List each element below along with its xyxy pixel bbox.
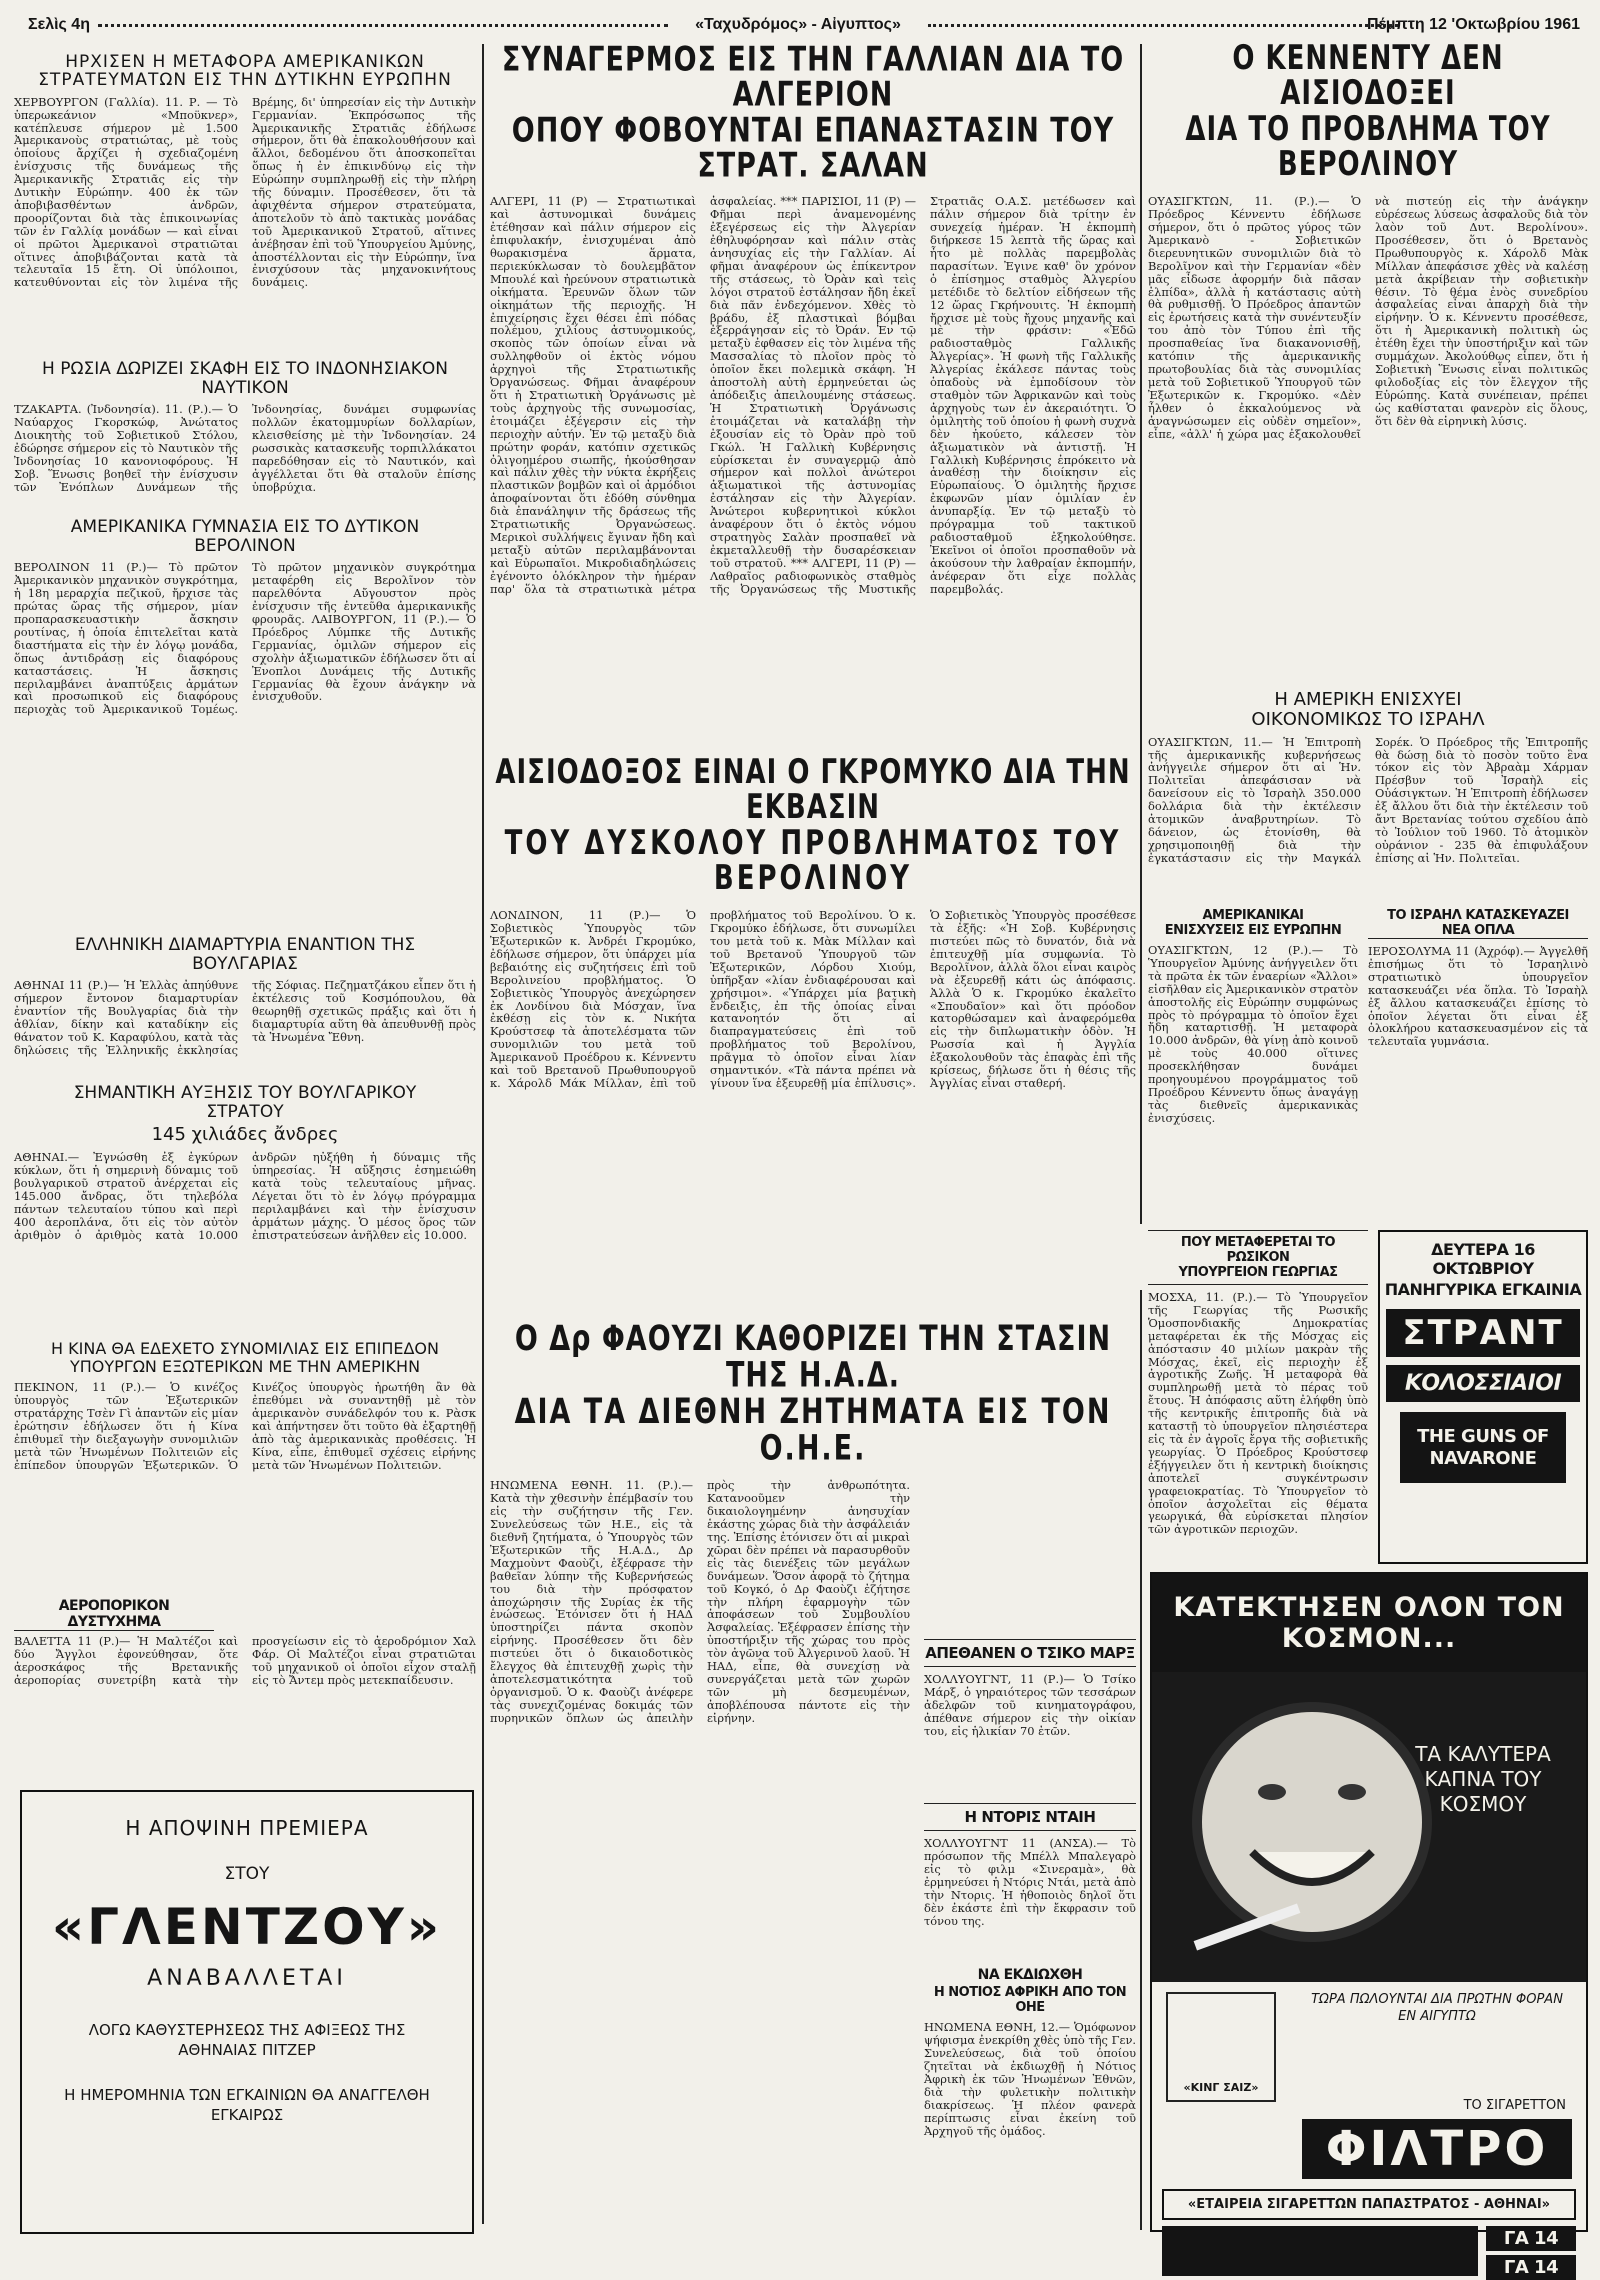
article-body: ΧΟΛΛΥΟΥΓΝΤ, 11 (Ρ.)— Ὁ Τσίκο Μάρξ, ὁ γηραιότερος τῶν τεσσάρων ἀδελφῶν τοῦ κινηματογράφου, ἀπέθανε σήμερον εἰς τὴν οἰκίαν του, εἰς ἡλικίαν 70 ἐτῶν. — [924, 1672, 1136, 1738]
premiere-advertisement — [20, 1790, 474, 2234]
headline-line1: Ο Δρ ΦΑΟΥΖΙ ΚΑΘΟΡΙΖΕΙ ΤΗΝ ΣΤΑΣΙΝ ΤΗΣ Η.Α.Δ. — [514, 1318, 1112, 1397]
article — [1148, 39, 1588, 680]
article — [14, 360, 476, 510]
ad-warning-box — [1162, 2226, 1478, 2276]
column-rule — [1140, 44, 1142, 1224]
article-body: ΗΝΩΜΕΝΑ ΕΘΝΗ, 12.— Ὁμόφωνον ψήφισμα ἐνεκρίθη χθὲς ὑπὸ τῆς Γεν. Συνελεύσεως, διὰ τοῦ ὁποίου ζητεῖται νὰ ἐκδιωχθῇ ἡ Νότιος Ἀφρικὴ ἐκ τῶν Ἡνωμένων Ἐθνῶν, διὰ τὴν φυλετικὴν πολιτικὴν διακρίσεως. Ἡ πλέον φανερὰ περίπτωσις εἶναι ἐκείνη τοῦ Ἀρχηγοῦ τῆς ὁμάδος. — [924, 2020, 1136, 2138]
article-body: ΧΕΡΒΟΥΡΓΟΝ (Γαλλία). 11. Ρ. — Τὸ ὑπερωκεάνιον «Μποϋκνερ», κατέπλευσε σήμερον μὲ 1.500 Ἀμερικανοὺς στρατιώτας, μὲ τοὺς ὁποίους ἄρχίζει ἡ σχεδιαζομένη ἐνίσχυσις τῆς δυνάμεως τῆς Ἀμερικανικῆς Στρατιᾶς εἰς τὴν Δυτικὴν Εὐρώπην. 400 ἐκ τῶν ἀποβιβασθέντων ἀνδρῶν, προορίζονται διὰ τὰς ἐπικοινωνίας τῶν ἐν Γαλλίᾳ μονάδων — καὶ εἶναι οἱ πρῶτοι Ἀμερικανοὶ στρατιῶται οἵτινες ἀποβιβάζονται κατὰ τὰ τελευταῖα 15 ἔτη. Οἱ ὑπόλοιποι, κατευθύνονται εἰς τὸν λιμένα τῆς Βρέμης, δι' ὑπηρεσίαν εἰς τὴν Δυτικὴν Γερμανίαν. Ἐκπρόσωπος τῆς Ἀμερικανικῆς Στρατιᾶς ἐδήλωσε σήμερον, ὅτι θὰ ἐπακολουθήσουν καὶ ἄλλοι, δεδομένου ὅτι ἀποσκοπεῖται ὅπως ἡ ἐν ἐπικινδύνῳ εἰς τὴν Εὐρώπην συμπληρωθῇ εἰς τὴν πλήρη τῆς δύναμιν. Προσέθεσεν, ὅτι τὰ ἀφιχθέντα σήμερον στρατεύματα, ἀποτελοῦν τὸ ἀπὸ τακτικὰς μονάδας τοῦ Ἀμερικανικοῦ Στρατοῦ, αἵτινες ἀνέβησαν ἐπὶ τοῦ Ὑπουργείου Ἀμύνης, ἀποστέλλονται εἰς τὴν Εὐρώπην, ἵνα ἐνισχύσουν τὰς μηχανοκινήτους δυνάμεις. — [14, 94, 476, 290]
headline: ΑΠΕΘΑΝΕΝ Ο ΤΣΙΚΟ ΜΑΡΞ — [924, 1639, 1136, 1667]
article — [490, 753, 1136, 1314]
ad-event: ΠΑΝΗΓΥΡΙΚΑ ΕΓΚΑΙΝΙΑ — [1384, 1280, 1582, 1299]
side-stack — [924, 1479, 1136, 2259]
headline-line2: ΥΠΟΥΡΓΕΙΟΝ ΓΕΩΡΓΙΑΣ — [1148, 1265, 1368, 1285]
cigarette-pack: «ΚΙΝΓ ΣΑΙΖ» — [1166, 1992, 1276, 2102]
newspaper-name: «Ταχυδρόμος» - Αἰγυπτος» — [695, 16, 901, 33]
article-body: ΑΛΓΕΡΙ, 11 (Ρ) — Στρατιωτικαὶ καὶ ἀστυνομικαὶ δυνάμεις ἐτέθησαν καὶ πάλιν σήμερον εἰς ἐπιφυλακήν, ἐνισχυμέναι ἀπὸ θωρακισμένα ἅρματα, περιεκύκλωσαν τὸ δουλεμβᾶτον Μπουλέ καὶ ἠρεύνουν στρατιωτικὰ οἰκήματα. Ἐρευνῶν ὅλων τῶν οἰκημάτων τῆς περιοχῆς. Ἡ ἐπιχείρησις ἔχει θέσει ἐπὶ πόδας πολέμου, χιλίους ἀστυνομικούς, σκοπὸς τῶν ὁποίων εἶναι νὰ συλληφθοῦν οἱ ἐκτὸς νόμου ἀρχηγοὶ τῆς Στρατιωτικῆς Ὀργανώσεως. Φῆμαι ἀναφέρουν ὅτι ἡ Στρατιωτικὴ Ὀργάνωσις μὲ τοὺς ἀρχηγοὺς τῆς συνωμοσίας, ἑτοιμάζει ἐξέγερσιν εἰς τὴν περιοχὴν αὐτήν. Ἐν τῷ μεταξὺ διὰ πρώτην φοράν, κατόπιν σχετικῶς ὀλιγοημέρου σιωπῆς, ἠκούσθησαν καὶ πάλιν χθὲς τὴν νύκτα ἐκρήξεις πλαστικῶν βομβῶν καὶ οἱ ἀρμόδιοι ἀποφαίνονται ὅτι ἐδόθη σύνθημα διὰ ἐπανάληψιν τῆς δράσεως τῆς Στρατιωτικῆς Ὀργανώσεως. Μερικοὶ συλλήψεις ἔγιναν ἤδη καὶ μεταξὺ αὐτῶν περιλαμβάνονται καὶ Εὐρωπαῖοι. Μικροδιαδηλώσεις ἐγένοντο ὁλόκληρον τὴν ἡμέραν παρ' ὅλα τὰ στρατιωτικὰ μέτρα ἀσφαλείας. *** ΠΑΡΙΣΙΟΙ, 11 (Ρ) — Φῆμαι περὶ ἀναμενομένης ἐξεγέρσεως εἰς τὴν Ἀλγερίαν ἐθηλυφόρησαν καὶ πάλιν στὰς ἀνησυχίας εἰς τὴν Γαλλίαν. Αἱ φῆμαι ἀναφέρουν ὡς ἐπίκεντρον τῆς στάσεως, τὸ Ὀρὰν καὶ τεὶς λόγοι στρατοῦ ἐστάλησαν ἤδη ἐκεῖ διὰ πᾶν ἐνδεχόμενον. Χθὲς τὸ βράδυ, ἐξ πλαστικαὶ βόμβαι ἐξερράγησαν εἰς τὸ Ὀράν. Ἐν τῷ μεταξὺ ἐφθασεν εἰς τὸν λιμένα τῆς Μασσαλίας τὸ πλοῖον πρὸς τὸ ὁποῖον ἔκει πολεμικὰ σκάφη. Ἡ ἀποστολὴ αὐτὴ ἑρμηνεύεται ὡς ἀπόδειξις ἀπειλουμένης στάσεως. Ἡ Στρατιωτικὴ Ὀργάνωσις ἑτοιμάζεται νὰ καταλάβῃ τὴν ἐξουσίαν εἰς τὸ Ὀρὰν πρὸ τοῦ Γκώλ. Ἡ Γαλλικὴ Κυβέρνησις εὑρίσκεται ἐν συναγερμῷ ἀπὸ σήμερον καὶ πολλοὶ ἀνώτεροι ἀξιωματικοὶ τῆς ἀστυνομίας ἐστάλησαν εἰς τὴν Ἀλγερίαν. Ἀνώτεροι κυβερνητικοὶ κύκλοι ἀναφέρουν ὅτι ὁ ἐκτὸς νόμου στρατηγὸς Σαλὰν προσπαθεῖ νὰ ἐκμεταλλευθῇ τὴν δυσαρέσκειαν τοῦ στρατοῦ. *** ΑΛΓΕΡΙ, 11 (Ρ) — Λαθραῖος ραδιοφωνικὸς σταθμὸς τῆς Ὀργανώσεως τῆς Μυστικῆς Στρατιᾶς Ο.Α.Σ. μετέδωσεν καὶ πάλιν σήμερον διὰ τρίτην ἐν συνεχείᾳ ἡμέραν. Ἡ ἐκπομπὴ διήρκεσε 15 λεπτὰ τῆς ὥρας καὶ ἦτο μὲ πολλὰς παρεμβολὰς παρασίτων. Ἐγινε καθ' ὃν χρόνον ὁ ἐπίσημος σταθμὸς Ἀλγερίου μετέδιδε τὸ δελτίον εἰδήσεων τῆς 12 ὥρας Γκρήνουιτς. Ἡ ἐκπομπὴ ἤρχισε μὲ τοὺς ἤχους μηχανῆς καὶ μὲ τὴν φράσιν: «Ἐδῶ ραδιοσταθμὸς Γαλλικῆς Ἀλγερίας». Ἡ φωνὴ τῆς Γαλλικῆς Ἀλγερίας ἐκάλεσε πάντας τοὺς ὁπαδοὺς νὰ ἐμποδίσουν τὸν σταθμὸν τῶν Ἀφρικανῶν καὶ τοὺς ἀρχηγοὺς των ἐν ἀκεραιότητι. Ὁ ὁμιλητὴς τοῦ ὁποίου ἡ φωνὴ συχνὰ δὲν ἠκούετο, κάλεσεν τὸν ἀξιωματικὸν νὰ ἀντιστῇ. Ἡ Γαλλικὴ Κυβέρνησις ἐπρόκειτο νὰ ἀναθέσῃ τὴν διοίκησιν εἰς Εὐρωπαίους. Ὁ ὁμιλητὴς ἤρχισε ἐκφωνῶν μίαν ὁμιλίαν ἐν ἀνυπαρξίᾳ. Ἐν τῷ μεταξὺ τὸ πρόγραμμα τοῦ τακτικοῦ ραδιοσταθμοῦ ἐξηκολούθησε. Ἐκεῖνοι οἱ ὁποῖοι προσπαθοῦν νὰ ἀκούσουν τὴν λαθραίαν ἐκπομπήν, ἀνέφεραν ὅτι εἶχε πολλὰς παρεμβολάς. — [490, 194, 1136, 596]
main-headline-line1: ΣΥΝΑΓΕΡΜΟΣ ΕΙΣ ΤΗΝ ΓΑΛΛΙΑΝ ΔΙΑ ΤΟ ΑΛΓΕΡΙΟΝ — [501, 40, 1125, 115]
price-row — [1162, 2226, 1576, 2280]
headline: ΣΗΜΑΝΤΙΚΗ ΑΥΞΗΣΙΣ ΤΟΥ ΒΟΥΛΓΑΡΙΚΟΥ ΣΤΡΑΤΟΥ — [73, 1083, 417, 1122]
headline: ΗΡΧΙΣΕΝ Η ΜΕΤΑΦΟΡΑ ΑΜΕΡΙΚΑΝΙΚΩΝ ΣΤΡΑΤΕΥΜΑΤΩΝ ΕΙΣ ΤΗΝ ΔΥΤΙΚΗΝ ΕΥΡΩΠΗΝ — [38, 52, 452, 90]
column-rule — [1140, 1290, 1142, 2230]
header-rule-left — [98, 24, 668, 27]
ad-line: Η ΑΠΟΨΙΝΗ ΠΡΕΜΙΕΡΑ — [125, 1816, 369, 1840]
headline-line1: ΑΙΣΙΟΔΟΞΟΣ ΕΙΝΑΙ Ο ΓΚΡΟΜΥΚΟ ΔΙΑ ΤΗΝ ΕΚΒΑΣΙΝ — [495, 753, 1131, 828]
ad-line: ΛΟΓΩ ΚΑΘΥΣΤΕΡΗΣΕΩΣ ΤΗΣ ΑΦΙΞΕΩΣ ΤΗΣ ΑΘΗΝΑΙΑΣ ΠΙΤΖΕΡ — [88, 2021, 406, 2059]
headline-line2: ΔΙΑ ΤΑ ΔΙΕΘΝΗ ΖΗΤΗΜΑΤΑ ΕΙΣ ΤΟΝ Ο.Η.Ε. — [514, 1391, 1112, 1469]
main-article — [490, 40, 1136, 750]
ad-headline: ΚΑΤΕΚΤΗΣΕΝ ΟΛΟΝ ΤΟΝ ΚΟΣΜΟΝ... — [1152, 1574, 1586, 1672]
headline-line1: ΤΟ ΙΣΡΑΗΛ ΚΑΤΑΣΚΕΥΑΖΕΙ — [1387, 908, 1569, 923]
cigarette-advertisement — [1150, 1572, 1588, 2278]
article-body: ΑΘΗΝΑΙ.— Ἐγνώσθη ἐξ ἐγκύρων κύκλων, ὅτι ἡ σημερινὴ δύναμις τοῦ βουλγαρικοῦ στρατοῦ ἀνέρχεται εἰς 145.000 ἄνδρας, ὅτι τηλεβόλα πάντων τελευταίου τύπου καὶ περὶ 400 ἀεροπλάνα, ὅτι εἰς τὸν αὐτὸν ἀριθμὸν ὁ ἀριθμὸς κατὰ 10.000 ἀνδρῶν ηὐξήθη ἡ δύναμις τῆς ὑπηρεσίας. Ἡ αὔξησις ἐσημειώθη κατὰ τοὺς τελευταίους μῆνας. Λέγεται ὅτι τὸ ἐν λόγῳ πρόγραμμα περιλαμβάνει καὶ τὴν ἐνίσχυσιν ἀρμάτων μάχης. Ὁ μέσος ὅρος τῶν ἐπιστρατεύσεων ἀνῆλθεν εἰς 10.000. — [14, 1150, 476, 1242]
article-body: ΤΖΑΚΑΡΤΑ. (Ἰνδονησία). 11. (Ρ.).— Ὁ Ναύαρχος Γκορσκώφ, Ἀνώτατος Διοικητὴς τοῦ Σοβιετικοῦ Στόλου, ἐδώρησε σήμερον εἰς τὸ Ναυτικὸν τῆς Ἰνδονησίας 10 κανονιοφόρους. Ἡ Σοβ. Ἕνωσις βοηθεῖ τὴν ἐνίσχυσιν τῶν Ἐνόπλων Δυνάμεων τῆς Ἰνδονησίας, δυνάμει συμφωνίας πολλῶν ἑκατομμυρίων δολλαρίων, κλεισθείσης μὲ τὴν Ἰνδονησίαν. 24 ρωσσικὰς κατασκευῆς τορπιλλάκατοι παρεδόθησαν εἰς τὸ Ναυτικόν, καὶ ἀγγέλλεται ὅτι θὰ σταλοῦν ἐπίσης ὑποβρύχια. — [14, 402, 476, 494]
headline-line2: ΕΝΙΣΧΥΣΕΙΣ ΕΙΣ ΕΥΡΩΠΗΝ — [1164, 923, 1342, 938]
article — [1148, 908, 1358, 1208]
ad-illustration — [1152, 1672, 1586, 1982]
brand-name: ΦΙΛΤΡΟ — [1302, 2119, 1572, 2179]
headline-line1: ΑΜΕΡΙΚΑΝΙΚΑΙ — [1202, 908, 1304, 923]
company-name: «ΕΤΑΙΡΕΙΑ ΣΙΓΑΡΕΤΤΩΝ ΠΑΠΑΣΤΡΑΤΟΣ - ΑΘΗΝΑΙ» — [1162, 2189, 1576, 2220]
main-headline-line2: ΟΠΟΥ ΦΟΒΟΥΝΤΑΙ ΕΠΑΝΑΣΤΑΣΙΝ ΤΟΥ ΣΤΡΑΤ. ΣΑΛΑΝ — [511, 111, 1115, 186]
headline-line2: ΟΙΚΟΝΟΜΙΚΩΣ ΤΟ ΙΣΡΑΗΛ — [1251, 708, 1485, 730]
subheadline: 145 χιλιάδες ἄνδρες — [151, 1124, 339, 1146]
article-body: ΒΑΛΕΤΤΑ 11 (Ρ.)— Ἡ Μαλτέζοι καὶ δύο Ἄγγλοι ἐφονεύθησαν, ὅτε ἀεροσκάφος τῆς Βρετανικῆς ἀεροπορίας συνετρίβη κατὰ τὴν προσγείωσιν εἰς τὸ ἀεροδρόμιον Χαλ Φάρ. Οἱ Μαλτέζοι εἶναι στρατιῶται τοῦ μηχανικοῦ οἱ ὁποῖοι εἶχον σταλῇ εἰς τὸ Ἄντεμ πρὸς μετεκπαίδευσιν. — [14, 1634, 476, 1687]
ad-line: ΑΝΑΒΑΛΛΕΤΑΙ — [147, 1966, 347, 1991]
film-title: THE GUNS OF NAVARONE — [1400, 1412, 1566, 1483]
center-column — [490, 40, 1136, 2230]
article-body: ΙΕΡΟΣΟΛΥΜΑ 11 (Ἀχρόφ).— Ἀγγελθῆ ἐπισήμως ὅτι τὸ Ἰσραηλινὸ στρατιωτικὸ ὑπουργεῖον κατασκευάζει νέα ὅπλα. Τὸ Ἰσραὴλ ἐξ ἄλλου κατασκευάζει ἐπίσης τὸ ὁποῖον λέγεται ὅτι εἶναι ἐξ ὁλοκλήρου κατασκευασμένον εἰς τὰ τελευταῖα γυμνάσια. — [1368, 944, 1588, 1049]
article-body: ΟΥΑΣΙΓΚΤΩΝ, 11.— Ἡ Ἐπιτροπὴ τῆς ἀμερικανικῆς κυβερνήσεως ἀνήγγειλε σήμερον ὅτι αἱ Ἡν. Πολιτεῖαι ἀπεφάσισαν νὰ δανείσουν εἰς τὸ Ἰσραὴλ 350.000 δολλάρια διὰ τὴν ἐκτέλεσιν ἀτομικῶν ἀναβρυτηρίων. Τὸ δάνειον, ὡς ἐτονίσθη, θὰ χρησιμοποιηθῇ διὰ τὴν ἐγκατάστασιν εἰς τὴν Μαγκάλ Σορέκ. Ὁ Πρόεδρος τῆς Ἐπιτροπῆς θὰ δώσῃ διὰ τὸ ποσὸν τοῦτο ἓνα τόκον εἰς τὸν Ἀβραὰμ Χάρμαν Πρέσβυν τοῦ Ἰσραὴλ εἰς Οὐάσιγκτων. Ἡ Ἐπιτροπὴ ἐδήλωσεν ἐξ ἄλλου ὅτι διὰ τὴν ἐκτέλεσιν τοῦ ἄντ Βρετανίας τούτου σχεδίου ἀπὸ τὸ Ἰούλιον τοῦ 1960. Τὸ ἀτομικὸν οὐράνιον - 235 θὰ ἐπιφυλάξουν ἐπίσης αἱ Ἡν. Πολιτεῖαι. — [1148, 734, 1588, 865]
issue-date: Πέμπτη 12 'Οκτωβρίου 1961 — [1366, 16, 1580, 33]
article-body: ΧΟΛΛΥΟΥΓΝΤ 11 (ΑΝΣΑ).— Τὸ πρόσωπον τῆς Μπέλλ Μπαλεγαρὸ εἰς τὸ φιλμ «Σινεραμὰ», θὰ ἐρμηνεύσει ἡ Ντόρις Ντάι, μετὰ ἀπὸ τὴν Ντορις. Ἡ ἡθοποιὸς δηλοῖ ὅτι δὲν ἐκάστε ἐπὶ τὴν ἔκφρασιν τοῦ τόνου της. — [924, 1836, 1136, 1928]
cinema-name: ΚΟΛΟΣΣΙΑΙΟΙ — [1386, 1365, 1580, 1402]
article — [14, 1340, 476, 1590]
headline: ΕΛΛΗΝΙΚΗ ΔΙΑΜΑΡΤΥΡΙΑ ΕΝΑΝΤΙΟΝ ΤΗΣ ΒΟΥΛΓΑΡΙΑΣ — [74, 935, 416, 974]
article-body: ΟΥΑΣΙΓΚΤΩΝ, 12 (Ρ.).— Τὸ Ὑπουργεῖον Ἀμύνης ἀνήγγειλεν ὅτι τὰ πρῶτα ἐκ τῶν ἐναερίων «Ἄλλοι» εἰσῆλθαν εἰς Ἀμερικανικὸν στρατὸν ἀποστολῆς εἰς Εὐρώπην συμφώνως πρὸς τὸ πρόγραμμα τὸ ὁποῖον ἔχει ἤδη καταρτισθῇ. Ἡ μεταφορὰ 10.000 ἀνδρῶν, θὰ γίνῃ ἀπὸ κοινοῦ μὲ τοὺς 40.000 οἵτινες προσεκλήθησαν δυνάμει προηγουμένου προγράμματος τοῦ Προέδρου Κέννεντυ ὅπως ἀναγάγῃ τὰς διεθνεῖς ἀμερικανικὰς ἐνισχύσεις. — [1148, 943, 1358, 1125]
column-rule — [482, 44, 484, 2224]
article — [14, 518, 476, 928]
headline-line1: Η ΑΜΕΡΙΚΗ ΕΝΙΣΧΥΕΙ — [1274, 689, 1462, 710]
left-column — [14, 46, 476, 1786]
cinema-name: ΣΤΡΑΝΤ — [1386, 1309, 1580, 1357]
ad-line: Η ΗΜΕΡΟΜΗΝΙΑ ΤΩΝ ΕΓΚΑΙΝΙΩΝ ΘΑ ΑΝΑΓΓΕΛΘΗ ΕΓΚΑΙΡΩΣ — [64, 2086, 430, 2124]
article-body: ΜΟΣΧΑ, 11. (Ρ.).— Τὸ Ὑπουργεῖον τῆς Γεωργίας τῆς Ρωσικῆς Ὁμοσπονδιακῆς Δημοκρατίας μεταφέρεται ἐκ τῆς Μόσχας εἰς ἀπόστασιν 40 μιλίων μακρὰν τῆς Μόσχας, ἐκεῖ, εἰς περιοχὴν ἐξ ἀγροτικῆς Ζωῆς. Ἡ μεταφορὰ θὰ συμπληρωθῇ μετὰ τὸ πέρας τοῦ ἔτους. Ἡ ἀπόφασις αὕτη ἐλήφθη ὑπὸ τῆς κεντρικῆς ἐπιτροπῆς διὰ νὰ καταστῇ τὸ ὑπουργεῖον πλησιέστερα εἰς τὰ ἐν ἀγροῖς ἔργα τῆς σοβιετικῆς γεωργίας. Ὁ Πρόεδρος Κρούστσεφ ἐξήγγειλεν ὅτι ἡ κεντρικὴ διοίκησις ἀποτελεῖ συγκέντρωσιν γραφειοκρατίας. Τὸ Ὑπουργεῖον τὸ ὁποῖον ἀσχολεῖται εἰς θέματα γεωργικά, θὰ εὑρίσκεται πλησίον τῶν ἀγροτικῶν περιοχῶν. — [1148, 1290, 1368, 1537]
page-number: Σελὶς 4η — [28, 16, 90, 33]
ad-availability: ΤΩΡΑ ΠΩΛΟΥΝΤΑΙ ΔΙΑ ΠΡΩΤΗΝ ΦΟΡΑΝ ΕΝ ΑΙΓΥΠΤΩ — [1311, 1992, 1563, 2024]
article — [14, 1598, 476, 1718]
header-rule-right — [928, 24, 1398, 27]
headline-line2: ΝΕΑ ΟΠΛΑ — [1368, 923, 1588, 939]
headline-line2: ΔΙΑ ΤΟ ΠΡΟΒΛΗΜΑ ΤΟΥ ΒΕΡΟΛΙΝΟΥ — [1185, 109, 1551, 185]
article — [1148, 1230, 1368, 1560]
ad-tagline: ΤΑ ΚΑΛΥΤΕΡΑ ΚΑΠΝΑ ΤΟΥ ΚΟΣΜΟΥ — [1415, 1742, 1551, 1816]
headline-line1: ΠΟΥ ΜΕΤΑΦΕΡΕΤΑΙ ΤΟ ΡΩΣΙΚΟΝ — [1148, 1230, 1368, 1265]
price: ΓΑ 14 — [1486, 2226, 1576, 2251]
headline: Η ΡΩΣΙΑ ΔΩΡΙΖΕΙ ΣΚΑΦΗ ΕΙΣ ΤΟ ΙΝΔΟΝΗΣΙΑΚΟΝ ΝΑΥΤΙΚΟΝ — [42, 359, 448, 398]
headline-line1: Ο ΚΕΝΝΕΝΤΥ ΔΕΝ ΑΙΣΙΟΔΟΞΕΙ — [1232, 39, 1504, 114]
headline: ΑΜΕΡΙΚΑΝΙΚΑ ΓΥΜΝΑΣΙΑ ΕΙΣ ΤΟ ΔΥΤΙΚΟΝ ΒΕΡΟΛΙΝΟΝ — [70, 517, 420, 556]
headline: ΑΕΡΟΠΟΡΙΚΟΝ ΔΥΣΤΥΧΗΜΑ — [14, 1598, 214, 1631]
smiling-man-illustration — [1152, 1672, 1582, 1982]
theatre-name: «ΓΛΕΝΤΖΟΥ» — [51, 1898, 443, 1956]
headline-line2: ΤΟΥ ΔΥΣΚΟΛΟΥ ΠΡΟΒΛΗΜΑΤΟΣ ΤΟΥ ΒΕΡΟΛΙΝΟΥ — [504, 823, 1122, 899]
article-body: ΛΟΝΔΙΝΟΝ, 11 (Ρ.)— Ὁ Σοβιετικὸς Ὑπουργὸς τῶν Ἐξωτερικῶν κ. Ἀνδρέι Γκρομύκο, ἐδήλωσε σήμερον, ὅτι ὑπάρχει μία βεβαιότης εἰς συζητήσεις ἐπὶ τοῦ Βερολινείου προβλήματος. Ὁ Σοβιετικὸς Ὑπουργὸς ἀνεχώρησεν ἐκ Λονδίνου διὰ Μόσχαν, ἵνα ἐκθέσῃ εἰς τὸν κ. Νικήτα Κρούστσεφ τὰ ἀποτελέσματα τῶν συνομιλιῶν του μετὰ τοῦ Ἀμερικανοῦ Προέδρου κ. Κέννεντυ καὶ τοῦ Βρετανοῦ Πρωθυπουργοῦ κ. Χάρολδ Μάκ Μίλλαν, ἐπὶ τοῦ προβλήματος τοῦ Βερολίνου. Ὁ κ. Γκρομύκο ἐδήλωσε, ὅτι συνωμίλει του μετὰ τοῦ κ. Μὰκ Μίλλαν καὶ τοῦ Βρετανοῦ Ὑπουργοῦ τῶν Ἐξωτερικῶν, Λόρδου Χιούμ, ὑπῆρξαν «λίαν ἐνδιαφέρουσαι καὶ χρήσιμοι». «Ὑπάρχει μία βατικὴ ἔνδειξις, ἐπ τῆς ὁποίας εἶναι κατανοητόν ὅτι αἱ διαπραγματεύσεις ἐπὶ τοῦ προβλήματος τοῦ Βερολίνου, πρᾶγμα τὸ ὁποῖον εἶναι λίαν σημαντικόν. «Τὰ πάντα πρέπει νὰ γίνουν ἵνα ἐξευρεθῇ μία ἐπίλυσις». Ὁ Σοβιετικὸς Ὑπουργὸς προσέθεσε τὰ ἑξῆς: «Ἡ Σοβ. Κυβέρνησις πιστεύει πῶς τὸ δυνατόν, διὰ νὰ ἐπιτευχθῇ μία συμφωνία. Τὸ Βερολῖνον, ἀλλὰ ὅλοι εἶναι καιρὸς νὰ ἐξευρεθῇ κάτι ὡς ἀπόφασις. Ἀλλὰ Ὁ κ. Γκρομύκο ἐκαλεῖτο «Σπουδαῖον» καὶ ὅτι πρόοδον κατορθώσαμεν καὶ ἀναφερόμεθα εἰς τὴν διπλωματικὴν ὁδὸν. Ἡ Ρωσσία καὶ ἡ Ἀγγλία ἐξακολουθοῦν τὰς ἐπαφὰς ἐπὶ τῆς κρίσεως, δήλωσε ὅτι ἡ θέσις τῆς Ἀγγλίας εἶναι σταθερή. — [490, 908, 1136, 1090]
article — [14, 1084, 476, 1332]
article — [1368, 908, 1588, 1208]
article — [1148, 690, 1588, 900]
article-body: ΠΕΚΙΝΟΝ, 11 (Ρ.).— Ὁ κινέζος ὑπουργὸς τῶν Ἐξωτερικῶν στρατάρχης Τσὲν Γὶ ἀπαντῶν εἰς μίαν ἐρώτησιν ἐδήλωσεν ὅτι ἡ Κίνα ἐπιθυμεῖ τὴν διεξαγωγὴν συνομιλιῶν μετὰ τῶν Ἡνωμένων Πολιτειῶν εἰς ἐπίπεδον ὑπουργῶν Ἐξωτερικῶν. Ὁ Κινέζος ὑπουργὸς ἠρωτήθη ἂν θὰ ἐπεθύμει νὰ συναντηθῇ μὲ τὸν ἀμερικανὸν συνάδελφόν του κ. Ρὰσκ καὶ ἀπήντησεν ὅτι τοῦτο θὰ ἐξαρτηθῇ ἀπὸ τὰς ἀμερικανικὰς προθέσεις. Ἡ Κίνα, εἶπε, ἐπιθυμεῖ σχέσεις εἰρήνης μετὰ τῶν Ἡνωμένων Πολιτειῶν. — [14, 1380, 476, 1472]
article-body: ΗΝΩΜΕΝΑ ΕΘΝΗ. 11. (Ρ.).— Κατὰ τὴν χθεσινὴν ἐπέμβασίν του εἰς τὴν συζήτησιν τῆς Γεν. Συνελεύσεως τῶν Η.Ε., εἰς τὰ διεθνῆ ζητήματα, ὁ Ὑπουργὸς τῶν Ἐξωτερικῶν τῆς Η.Α.Δ., Δρ Μαχμοὺντ Φαοὺζι, ἐξέφρασε τὴν βαθεῖαν λύπην τῆς Κυβερνήσεώς του διὰ τὴν πρόσφατον ἀποχώρησιν τῆς Συρίας ἐκ τῆς ἑνώσεως. Ἐτόνισεν ὅτι ἡ ΗΑΔ ὑποστηρίζει πάντα σκοπὸν εἰρήνης. Προσέθεσεν ὅτι δὲν πιστεύει ὅτι ὁ δικαιοδοτικὸς ἔλεγχος θὰ ἐπιτευχθῇ χωρὶς τὴν ἀποτελεσματικότητα τοῦ ὀργανισμοῦ. Ὁ κ. Φαοὺζι ἀνέφερε τὰς συνεχιζομένας δοκιμάς τῶν πυρηνικῶν ὅπλων ὡς ἀπειλὴν πρὸς τὴν ἀνθρωπότητα. Κατανοοῦμεν τὴν δικαιολογημένην ἀνησυχίαν ἑκάστης χώρας διὰ τὴν ἀσφάλειάν της. Ἐπίσης ἐτόνισεν ὅτι αἱ μικραὶ χῶραι δὲν πρέπει νὰ παρασυρθοῦν εἰς τὰς διενέξεις τῶν μεγάλων δυνάμεων. Ὅσον ἀφορᾷ τὸ ζήτημα τοῦ Κογκό, ὁ Δρ Φαοὺζι ἐζήτησε τὴν πλήρη ἐφαρμογὴν τῶν ἀποφάσεων τοῦ Συμβουλίου Ἀσφαλείας. Ἐξέφρασεν ἐπίσης τὴν ὑποστήριξιν τῆς χώρας του πρὸς τὸν ἀγῶνα τοῦ Ἀλγερινοῦ λαοῦ. Ἡ ΗΑΔ, εἶπε, θὰ συνεχίσῃ νὰ συνεργάζεται μετὰ τῶν χωρῶν τῶν μὴ δεσμευμένων, ἀποβλέπουσα πάντοτε εἰς τὴν εἰρήνην. — [490, 1478, 910, 1725]
article-body: ΒΕΡΟΛΙΝΟΝ 11 (Ρ.)— Τὸ πρῶτον Ἀμερικανικὸν μηχανικὸν συγκρότημα, ἡ 18η μεραρχία πεζικοῦ, ἤρχισε τὰς πρώτας ὥρας τῆς σήμερον, μίαν προπαρασκευαστικὴν ἄσκησιν ρουτίνας, ἡ ὁποία ἐπιτελεῖται κατὰ διαστήματα εἰς τὴν ἐν λόγῳ μονάδα, ὅπως ἀντιδράσῃ εἰς διαφόρους καταστάσεις. Ἡ ἄσκησις περιλαμβάνει ἀναπτύξεις ἀρμάτων καὶ προσωπικοῦ εἰς διαφόρους περιοχὰς τοῦ Ἀμερικανικοῦ Τομέως. Τὸ πρῶτον μηχανικὸν συγκρότημα μεταφέρθη εἰς Βερολῖνον τὸν παρελθόντα Αὔγουστον πρὸς ἐνίσχυσιν τῆς ἐντεῦθα ἀμερικανικῆς φρουρᾶς. ΛΑΙΒΟΥΡΓΟΝ, 11 (Ρ.).— Ὁ Πρόεδρος Λύμπκε τῆς Δυτικῆς Γερμανίας, ὁμιλῶν σήμερον εἰς σχολὴν ἀξιωματικῶν ἐδήλωσεν ὅτι αἱ Ἐνοπλοι Δυνάμεις τῆς Δυτικῆς Γερμανίας θὰ ἔχουν ἀνάγκην νὰ ἐνισχυθοῦν. — [14, 560, 476, 717]
price: ΓΑ 14 — [1486, 2255, 1576, 2280]
ad-line: ΣΤΟΥ — [224, 1864, 270, 1884]
ad-middle — [1152, 1982, 1586, 2102]
article-body: ΟΥΑΣΙΓΚΤΩΝ, 11. (Ρ.).— Ὁ Πρόεδρος Κέννεντυ ἐδήλωσε σήμερον, ὅτι ὁ πρῶτος γύρος τῶν Ἀμερικανὸ - Σοβιετικῶν διερευνητικῶν συνομιλιῶν διὰ τὸ Βερολῖνον καὶ τὴν Γερμανίαν «δὲν μᾶς εἶδωσε ἀφορμήν διὰ πᾶσαν ἐλπίδα», ἀλλὰ ἡ κατάστασις αὐτὴ θὰ ρυθμισθῇ. Ὁ Πρόεδρος ἀπαντῶν εἰς ἐρωτήσεις κατὰ τὴν συνέντευξίν του ἀπὸ τὸν Τύπου ἐπὶ τῆς προσπαθείας ἵνα διακανονισθῇ, κατόπιν τῆς ἀμερικανικῆς πρωτοβουλίας διὰ τὰς συνομιλίας μετὰ τοῦ Σοβιετικοῦ Ὑπουργοῦ τῶν Ἐξωτερικῶν κ. Γκρομύκο. «Δὲν ἦλθεν ὁ ἐκκαλούμενος νὰ ἀναγνώσωμεν εἰς οὐδὲν σημεῖον», εἶπε, «ἀλλ' ἡ χώρα μας ἐξακολουθεῖ νὰ πιστεύῃ εἰς τὴν ἀνάγκην εὑρέσεως λύσεως ἀσφαλοῦς διὰ τὸν λαὸν τοῦ Δυτ. Βερολίνου». Προσέθεσεν, ὅτι ὁ Βρετανὸς Πρωθυπουργὸς κ. Χάρολδ Μὰκ Μίλλαν ἀπεφάσισε χθὲς νὰ καλέσῃ μετὰ ἀκρίβειαν τὴν σοβιετικὴν θέσιν. Τὸ θέμα ἐνὸς συνεδρίου ἀσφαλείας εἶναι ἀπαρχὴ διὰ τὴν εἰρήνην. Ὁ κ. Κέννεντυ προσέθεσε, ὅτι ἡ Ἀμερικανικὴ πολιτικὴ ὡς ἐτέθη ἔχει τὴν ὑποστήριξιν καὶ τῶν συμμάχων. Ἀκολούθως εἶπεν, ὅτι ἡ Σοβιετικὴ Ἕνωσις εἶναι πολιτικῶς φιλοδοξίας εἰς τὸν ἔλεγχον τῆς Εὐρώπης. Κατὰ συνέπειαν, πρέπει ὡς καθίσταται φανερὸν εἰς ὅλους, ὅτι δὲν θὰ εἰρηνικὴ λύσις. — [1148, 194, 1588, 441]
ad-label: ΤΟ ΣΙΓΑΡΕΤΤΟΝ — [1463, 2098, 1566, 2113]
cinema-advertisement — [1378, 1230, 1588, 1564]
headline: Η ΚΙΝΑ ΘΑ ΕΔΕΧΕΤΟ ΣΥΝΟΜΙΛΙΑΣ ΕΙΣ ΕΠΙΠΕΔΟΝ ΥΠΟΥΡΓΩΝ ΕΞΩΤΕΡΙΚΩΝ ΜΕ ΤΗΝ ΑΜΕΡΙΚΗΝ — [51, 1339, 439, 1376]
article — [14, 54, 476, 354]
article — [14, 936, 476, 1076]
ad-date: ΔΕΥΤΕΡΑ 16 ΟΚΤΩΒΡΙΟΥ — [1431, 1240, 1535, 1278]
article-body: ΑΘΗΝΑΙ 11 (Ρ.)— Ἡ Ἑλλὰς ἀπηύθυνε σήμερον ἔντονον διαμαρτυρίαν ἐναντίον τῆς Βουλγαρίας διὰ τὴν ἀθλίαν, δίκην καὶ καταδίκην εἰς θάνατον τοῦ Κ. Καραφύλου, κατὰ τὰς δηλώσεις τῆς Ἑλληνικῆς ἐκκλησίας τῆς Σόφιας. Πεζηματζάκου εἶπεν ὅτι ἡ ἐκτέλεσις τοῦ Κοσμόπουλου, θὰ θεωρηθῇ σχετικῶς πράξις καὶ ὅτι ἡ διαμαρτυρία αὕτη θὰ ἀπευθυνθῇ πρὸς τὰ Ἡνωμένα Ἔθνη. — [14, 978, 476, 1057]
article — [490, 1318, 1136, 2230]
right-lower-row — [1148, 908, 1588, 1208]
page-header — [28, 10, 1580, 40]
headline: Η ΝΤΟΡΙΣ ΝΤΑΙΗ — [924, 1803, 1136, 1831]
right-column — [1148, 39, 1588, 1226]
headline-line2: Η ΝΟΤΙΟΣ ΑΦΡΙΚΗ ΑΠΟ ΤΟΝ ΟΗΕ — [933, 1985, 1127, 2016]
headline-line1: ΝΑ ΕΚΔΙΩΧΘΗ — [977, 1967, 1083, 1984]
